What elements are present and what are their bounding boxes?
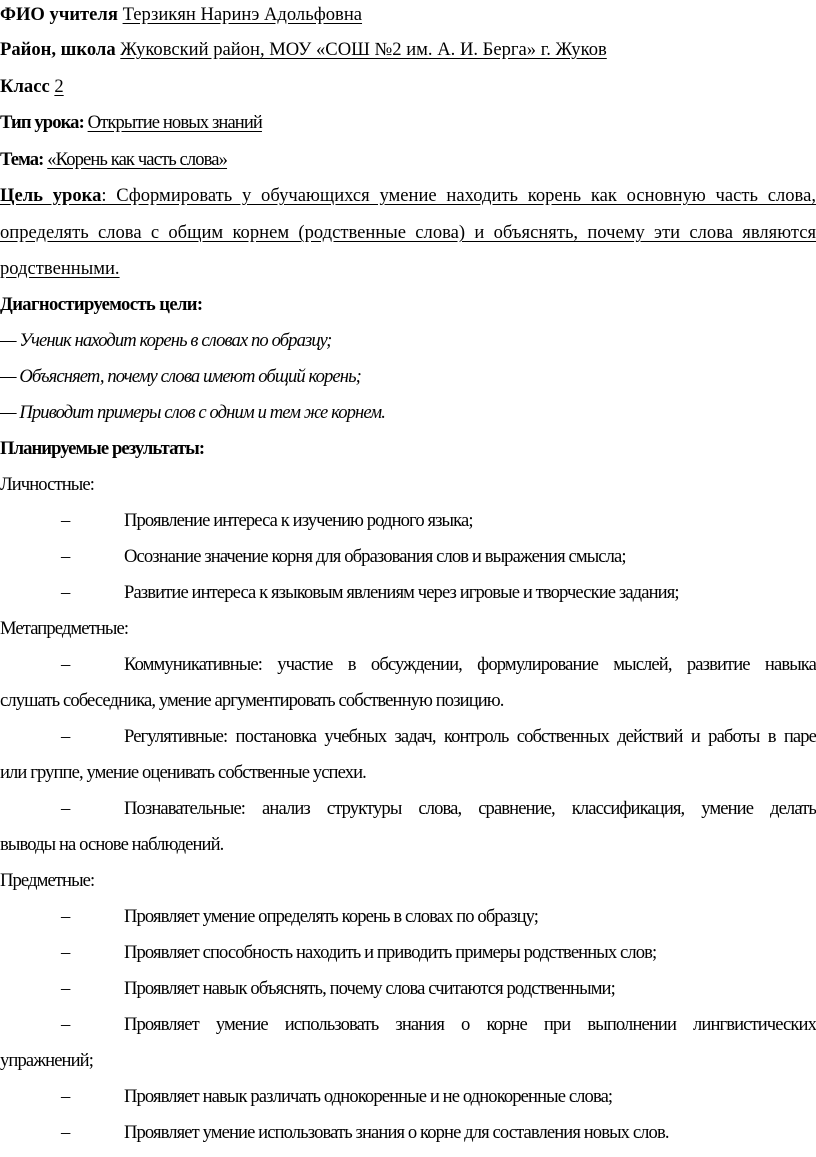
list-item	[0, 902, 816, 932]
list-dash: –	[61, 582, 70, 603]
goal-line-2: определять слова с общим корнем (родственные слова) и объяснять, почему эти слова являются	[0, 222, 816, 243]
meta-label: Метапредметные:	[0, 618, 129, 639]
subject-item: Проявляет навык различать однокоренные и не однокоренные слова;	[124, 1086, 613, 1107]
subject-item-line-1: Проявляет умение использовать знания о корне при выполнении лингвистических	[124, 1014, 816, 1035]
meta-item-line-2: или группе, умение оценивать собственные успехи.	[0, 762, 366, 783]
district-row	[0, 35, 816, 65]
list-item	[0, 1010, 816, 1040]
subject-item: Проявляет способность находить и приводить примеры родственных слов;	[124, 942, 657, 963]
class-label: Класс	[0, 76, 50, 97]
meta-item-line-1: Регулятивные: постановка учебных задач, контроль собственных действий и работы в паре	[124, 726, 816, 747]
topic-value: «Корень как часть слова»	[47, 149, 228, 170]
list-item	[0, 938, 816, 968]
lesson-type-row	[0, 108, 816, 138]
meta-item-line-1: Коммуникативные: участие в обсуждении, формулирование мыслей, развитие навыка	[124, 654, 816, 675]
list-dash: –	[61, 1122, 70, 1143]
meta-item-line-2: слушать собеседника, умение аргументировать собственную позицию.	[0, 690, 504, 711]
results-title-row	[0, 434, 816, 464]
personal-item: Развитие интереса к языковым явлениям через игровые и творческие задания;	[124, 582, 679, 603]
subject-label: Предметные:	[0, 870, 95, 891]
list-item	[0, 578, 816, 608]
topic-label: Тема:	[0, 149, 44, 170]
personal-item: Проявление интереса к изучению родного языка;	[124, 510, 473, 531]
lesson-type-label: Тип урока:	[0, 112, 84, 133]
diagnostics-item: — Объясняет, почему слова имеют общий корень;	[0, 366, 361, 387]
list-item	[0, 542, 816, 572]
meta-item-line-1: Познавательные: анализ структуры слова, сравнение, классификация, умение делать	[124, 798, 816, 819]
list-item	[0, 1118, 816, 1148]
results-title: Планируемые результаты:	[0, 438, 205, 459]
topic-row	[0, 145, 816, 175]
subject-item: Проявляет умение определять корень в словах по образцу;	[124, 906, 539, 927]
personal-label: Личностные:	[0, 474, 94, 495]
list-dash: –	[61, 1086, 70, 1107]
subject-item: Проявляет навык объяснять, почему слова считаются родственными;	[124, 978, 615, 999]
subject-item-line-2: упражнений;	[0, 1050, 93, 1071]
list-dash: –	[61, 942, 70, 963]
diagnostics-item: — Приводит примеры слов с одним и тем же корнем.	[0, 402, 385, 423]
diagnostics-item: — Ученик находит корень в словах по образцу;	[0, 330, 332, 351]
subject-item: Проявляет умение использовать знания о корне для составления новых слов.	[124, 1122, 669, 1143]
list-dash: –	[61, 798, 70, 819]
list-item	[0, 1082, 816, 1112]
list-item	[0, 974, 816, 1004]
list-item	[0, 722, 816, 752]
district-label: Район, школа	[0, 39, 116, 60]
personal-item: Осознание значение корня для образования слов и выражения смысла;	[124, 546, 626, 567]
goal-line-1: : Сформировать у обучающихся умение находить корень как основную часть слова,	[101, 185, 816, 206]
list-dash: –	[61, 726, 70, 747]
diagnostics-title: Диагностируемость цели:	[0, 294, 203, 315]
class-value: 2	[54, 76, 64, 97]
list-dash: –	[61, 1014, 70, 1035]
list-dash: –	[61, 978, 70, 999]
goal-label: Цель урока	[0, 185, 102, 206]
list-item	[0, 506, 816, 536]
list-dash: –	[61, 654, 70, 675]
teacher-row	[0, 0, 816, 30]
goal-line-3: родственными.	[0, 258, 120, 279]
list-item	[0, 650, 816, 680]
teacher-value: Терзикян Наринэ Адольфовна	[122, 4, 363, 25]
diagnostics-title-row	[0, 290, 816, 320]
list-dash: –	[61, 510, 70, 531]
list-dash: –	[61, 546, 70, 567]
goal-row-1	[0, 181, 816, 211]
list-dash: –	[61, 906, 70, 927]
district-value: Жуковский район, МОУ «СОШ №2 им. А. И. Берга» г. Жуков	[120, 39, 607, 60]
meta-item-line-2: выводы на основе наблюдений.	[0, 834, 224, 855]
lesson-type-value: Открытие новых знаний	[87, 112, 262, 133]
list-item	[0, 794, 816, 824]
teacher-label: ФИО учителя	[0, 4, 118, 25]
class-row	[0, 72, 816, 102]
